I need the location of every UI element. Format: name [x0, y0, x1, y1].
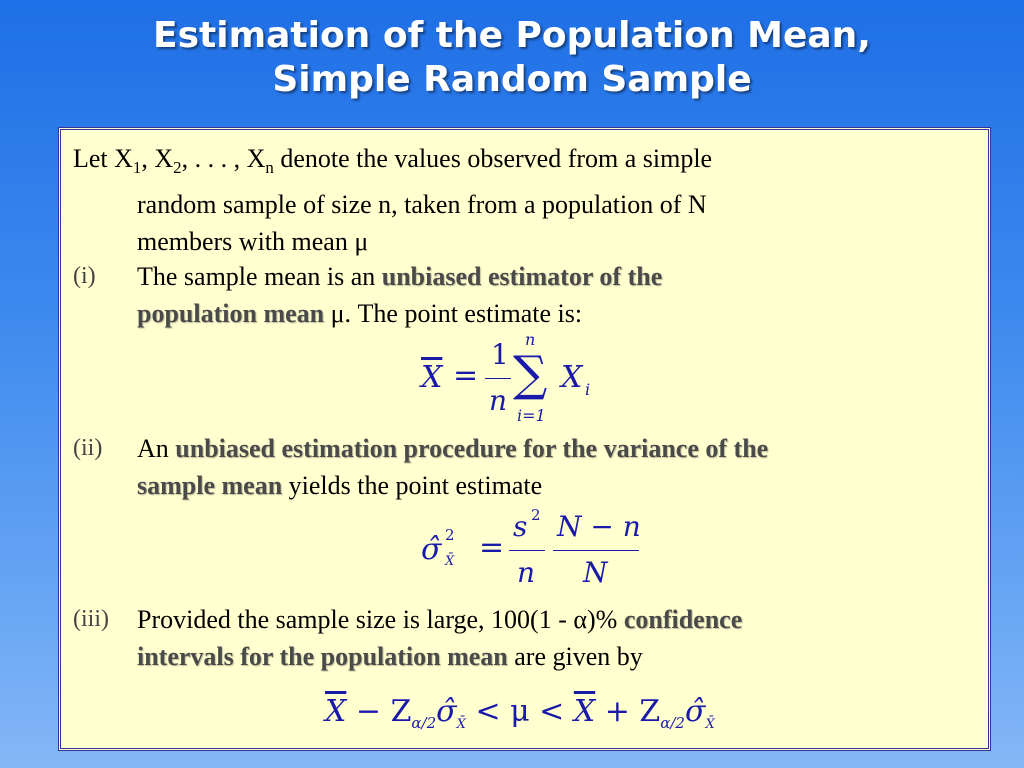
summation-sign: ∑	[513, 346, 548, 402]
item-ii-post: yields the point estimate	[282, 471, 543, 500]
item-i-bold-2: population mean	[137, 299, 325, 328]
item-i-label: (i)	[73, 263, 96, 289]
item-ii-bold: unbiased estimation procedure for the variance of the	[175, 434, 769, 463]
frac1-denominator: n	[517, 556, 536, 589]
ci-sub-2: α/2	[660, 714, 685, 732]
item-iii-label: (iii)	[73, 606, 109, 632]
intro-line-1	[73, 140, 973, 186]
item-iii-bold: confidence	[623, 605, 743, 634]
formula2-equals: =	[479, 530, 505, 565]
item-ii	[73, 430, 973, 504]
ci-xbar-1: $\overline{X}$	[325, 694, 347, 729]
item-ii-pre: An	[137, 434, 176, 463]
ci-expression	[325, 694, 715, 732]
item-iii-bold-2: intervals for the population mean	[137, 642, 508, 671]
item-ii-bold-2: sample mean	[137, 471, 283, 500]
item-i-text	[137, 258, 973, 332]
ci-mu: < μ <	[465, 694, 574, 729]
item-iii-pre: Provided the sample size is large, 100(1 - α)%	[137, 605, 624, 634]
item-i-pre: The sample mean is an	[137, 262, 382, 291]
formula-sample-mean	[421, 330, 621, 429]
formula-fraction-bar	[485, 378, 511, 379]
frac1-numerator: s	[513, 510, 528, 543]
intro-sub-n: n	[265, 158, 274, 178]
frac1-bar	[509, 550, 545, 551]
ci-minus: − Z	[346, 694, 412, 729]
formula-term: X	[561, 360, 583, 395]
slide-title	[0, 14, 1024, 102]
formula-xbar: $\overline{X}$	[421, 360, 443, 395]
ci-xbar-2: $\overline{X}$	[573, 694, 596, 729]
formula-numerator: 1	[491, 338, 509, 371]
formula-term-sub: i	[585, 380, 591, 399]
sigma-hat-sub: X̄	[445, 554, 455, 569]
intro-rest: denote the values observed from a simple	[273, 144, 713, 173]
item-i-post: μ. The point estimate is:	[324, 299, 583, 328]
item-iii-text	[137, 601, 973, 675]
intro-sub-1: 1	[132, 158, 142, 178]
formula-denominator: n	[489, 384, 508, 417]
item-iii	[73, 601, 973, 675]
item-ii-label: (ii)	[73, 435, 103, 461]
intro-sub-2: 2	[173, 158, 182, 178]
intro-dots: , . . . , X	[181, 144, 266, 173]
frac2-bar	[553, 550, 639, 551]
title-line-1: Estimation of the Population Mean,	[153, 15, 871, 56]
summation-lower: i=1	[517, 406, 546, 425]
item-ii-text	[137, 430, 973, 504]
formula-equals: =	[453, 358, 479, 393]
summation-upper: n	[525, 330, 536, 349]
intro-x2: , X	[141, 144, 174, 173]
formula-variance	[421, 506, 661, 598]
ci-sigma-2: σ̂	[684, 694, 706, 729]
content-box	[58, 127, 991, 751]
intro-lead: Let X	[73, 144, 133, 173]
item-iii-post: are given by	[507, 642, 643, 671]
ci-sigsub-1: X̄	[456, 717, 466, 732]
ci-sub-1: α/2	[411, 714, 437, 732]
ci-sigsub-2: X̄	[705, 717, 715, 732]
intro-line-3: members with mean μ	[137, 227, 369, 257]
frac2-numerator: N − n	[557, 510, 641, 543]
ci-sigma-1: σ̂	[436, 694, 457, 729]
sigma-hat-sup: 2	[445, 526, 455, 544]
item-i-bold: unbiased estimator of the	[381, 262, 663, 291]
ci-plus: + Z	[595, 694, 661, 729]
formula-confidence-interval	[325, 688, 785, 740]
item-i	[73, 258, 973, 332]
frac1-num-sup: 2	[531, 506, 541, 524]
sigma-hat: σ̂	[421, 532, 442, 567]
title-line-2: Simple Random Sample	[272, 59, 752, 100]
intro-line-2: random sample of size n, taken from a population of N	[137, 190, 707, 220]
intro-paragraph	[73, 140, 973, 260]
frac2-denominator: N	[583, 556, 608, 589]
